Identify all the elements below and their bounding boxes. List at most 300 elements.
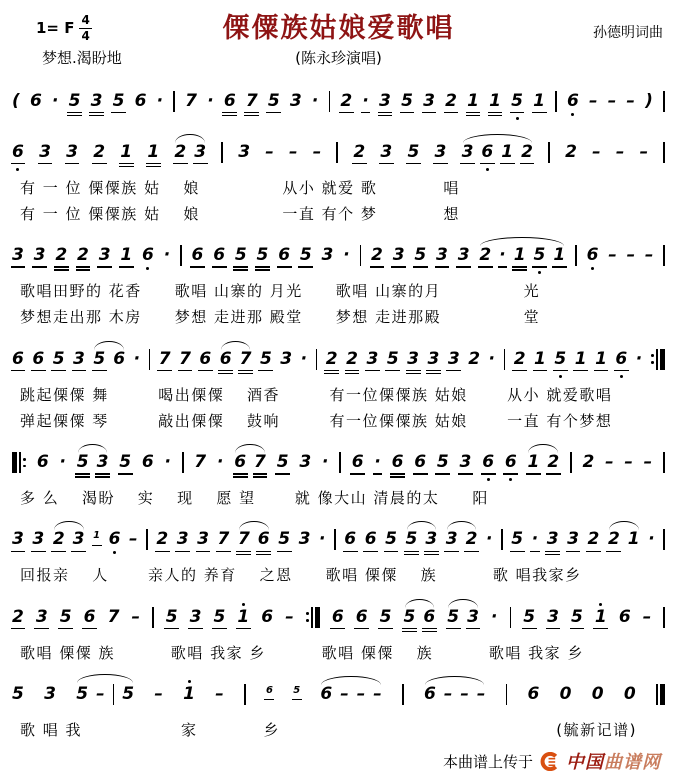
note-token: 3 xyxy=(379,93,391,110)
note-token: 6 xyxy=(141,452,154,473)
dot-token: · xyxy=(635,348,643,369)
note-token: 3 xyxy=(289,90,302,111)
dash-token: – xyxy=(607,90,617,111)
lyrics-text: 有 一 位 傈僳族 姑 娘 从小 就爱 歌 唱 xyxy=(20,178,460,197)
note-token: 6 xyxy=(618,606,631,627)
note-token: 5 xyxy=(268,93,280,110)
dot-token: · xyxy=(343,245,350,266)
note-token: 2 xyxy=(371,247,383,264)
slur-group xyxy=(238,531,270,548)
note-token: 6 xyxy=(482,454,494,471)
paren-token: ( xyxy=(12,90,20,111)
dash-token: – xyxy=(312,141,322,162)
note-token: 5 xyxy=(387,351,399,368)
note-token: 5 xyxy=(260,351,272,368)
slur-group xyxy=(76,684,134,705)
slur-group xyxy=(406,531,438,548)
note-token: 1 xyxy=(533,93,545,110)
notation-line xyxy=(10,673,667,714)
note-token: 3 xyxy=(73,351,85,368)
note-token: 3 xyxy=(190,609,202,626)
lyrics-line xyxy=(10,565,667,585)
note-token: 1 xyxy=(575,351,587,368)
note-token: 6 xyxy=(84,609,96,626)
dash-token: – xyxy=(131,606,140,627)
note-token: 2 xyxy=(468,348,481,369)
note-token: 3 xyxy=(97,454,109,471)
barline xyxy=(173,91,175,112)
dot-token: · xyxy=(374,454,380,471)
note-token: 5 xyxy=(437,454,449,471)
lyrics-text: 歌唱田野的 花香 歌唱 山寨的 月光 歌唱 山寨的月 光 xyxy=(20,282,541,301)
note-token: 2 xyxy=(479,247,491,264)
note-token: 2 xyxy=(547,454,559,471)
note-token: 3 xyxy=(36,609,48,626)
dot-token: · xyxy=(499,247,505,264)
note-token: 2 xyxy=(77,247,89,264)
note-token: 3 xyxy=(12,247,24,264)
note-token: 3 xyxy=(177,531,189,548)
barline xyxy=(221,142,223,163)
lyrics-line xyxy=(10,307,667,327)
note-token: 6 xyxy=(199,351,211,368)
note-token: 6 xyxy=(615,351,627,368)
note-token: 5 xyxy=(69,93,81,110)
lyrics-line xyxy=(10,411,667,431)
note-token: 1 xyxy=(489,93,501,110)
lyrics-text: 歌 唱 我 家 乡 xyxy=(20,720,281,739)
dash-token: – xyxy=(356,683,366,704)
note-token: 2 xyxy=(466,531,478,548)
note-token: 3 xyxy=(393,247,405,264)
music-system xyxy=(0,338,677,432)
note-token: 0 xyxy=(623,683,636,704)
dot-token: · xyxy=(488,348,495,369)
note-token: 6 xyxy=(344,531,356,548)
site-logo-icon xyxy=(540,752,559,771)
note-token: 3 xyxy=(39,144,51,161)
lyrics-line xyxy=(10,488,667,508)
note-token: 6 xyxy=(258,531,270,548)
dash-token: – xyxy=(624,452,633,473)
slur-group xyxy=(461,141,533,162)
barline xyxy=(113,684,115,705)
dash-token: – xyxy=(215,683,224,704)
note-token: 5 xyxy=(571,609,583,626)
note-token: 6 xyxy=(261,606,274,627)
note-token: 3 xyxy=(407,351,419,368)
note-token: 7 xyxy=(159,351,171,368)
page-title: 傈僳族姑娘爱歌唱 xyxy=(222,13,455,44)
grace-note-token: 1 xyxy=(93,525,100,542)
note-token: 6 xyxy=(423,609,435,626)
note-token: 5 xyxy=(60,609,72,626)
notation-line xyxy=(10,131,667,172)
note-token: 1 xyxy=(120,247,132,264)
note-token: 6 xyxy=(527,683,540,704)
note-token: 5 xyxy=(12,683,24,704)
slur-group xyxy=(423,683,486,704)
note-token: 5 xyxy=(554,351,566,368)
site-name xyxy=(566,748,661,774)
slur-group xyxy=(219,348,252,369)
header-row-2 xyxy=(0,44,677,68)
dash-token: – xyxy=(460,683,469,704)
dash-token: – xyxy=(285,606,294,627)
note-token: 5 xyxy=(166,609,178,626)
note-token: 6 xyxy=(32,351,44,368)
note-token: 3 xyxy=(66,144,78,161)
note-token: 7 xyxy=(240,351,252,368)
music-system xyxy=(0,518,677,585)
note-token: 1 xyxy=(467,93,479,110)
dot-token: · xyxy=(486,529,493,550)
lyrics-text: 跳起傈僳 舞 喝出傈僳 酒香 有一位傈僳族 姑娘 从小 就爱歌唱 xyxy=(20,385,613,404)
note-token: 1 xyxy=(237,609,249,626)
dash-token: – xyxy=(592,141,601,162)
barline xyxy=(146,529,148,550)
note-token: 7 xyxy=(185,90,198,111)
repeat-end-barline xyxy=(306,607,320,628)
note-token: 7 xyxy=(246,93,258,110)
slur-group xyxy=(446,531,478,548)
barline xyxy=(152,607,154,628)
uploaded-by-label: 本曲谱上传于 xyxy=(442,752,533,771)
note-token: 1 xyxy=(147,144,159,161)
note-token: 3 xyxy=(448,351,460,368)
note-token: 3 xyxy=(467,609,479,626)
dot-token: · xyxy=(319,529,326,550)
slur-group xyxy=(174,141,207,162)
dash-token: – xyxy=(626,245,636,266)
note-token: 0 xyxy=(559,683,572,704)
score xyxy=(0,68,677,741)
paren-token: ) xyxy=(645,90,653,111)
note-token: 6 xyxy=(392,454,404,471)
note-token: 3 xyxy=(435,144,447,161)
note-token: 6 xyxy=(332,609,344,626)
note-token: 5 xyxy=(76,683,89,704)
barline xyxy=(504,349,506,370)
notation-line xyxy=(10,234,667,275)
note-token: 6 xyxy=(213,247,225,264)
dot-token: · xyxy=(362,93,368,110)
transcriber-credit: (毓新记谱) xyxy=(556,720,637,739)
music-system xyxy=(0,673,677,740)
dash-token: – xyxy=(129,529,138,550)
note-token: 6 xyxy=(29,90,42,111)
note-token: 1 xyxy=(501,144,513,161)
note-token: 1 xyxy=(534,351,546,368)
dash-token: – xyxy=(626,90,635,111)
barline xyxy=(663,245,665,266)
note-token: 3 xyxy=(366,351,378,368)
note-token: 3 xyxy=(423,93,435,110)
key-label: 1= F xyxy=(36,19,75,38)
note-token: 3 xyxy=(280,348,293,369)
slur-group xyxy=(608,531,640,548)
dot-token: · xyxy=(216,452,224,473)
note-token: 2 xyxy=(156,531,168,548)
note-token: 3 xyxy=(99,247,111,264)
note-token: 3 xyxy=(197,531,209,548)
note-token: 6 xyxy=(234,454,246,471)
footer xyxy=(0,740,677,774)
note-token: 1 xyxy=(527,454,539,471)
grace-note-token: 5 xyxy=(293,680,300,697)
note-token: 2 xyxy=(514,351,526,368)
note-token: 7 xyxy=(179,351,191,368)
note-token: 3 xyxy=(12,531,24,548)
note-token: 6 xyxy=(220,351,232,368)
note-token: 3 xyxy=(567,531,579,548)
note-token: 1 xyxy=(120,144,132,161)
note-token: 3 xyxy=(458,247,470,264)
dot-token: · xyxy=(51,90,59,111)
note-token: 2 xyxy=(582,452,595,473)
repeat-end-barline xyxy=(651,349,665,370)
dot-token: · xyxy=(207,90,214,111)
lyrics-text: 多 么 渴盼 实 现 愿 望 就 像大山 清晨的太 阳 xyxy=(20,489,489,508)
note-token: 2 xyxy=(53,531,65,548)
slur-group xyxy=(320,683,382,704)
note-token: 6 xyxy=(224,93,236,110)
dash-token: – xyxy=(443,683,453,704)
dash-token: – xyxy=(615,141,625,162)
note-token: 7 xyxy=(218,531,230,548)
note-token: 6 xyxy=(505,454,517,471)
note-token: 6 xyxy=(567,93,579,110)
barline xyxy=(334,529,336,550)
note-token: 3 xyxy=(194,144,206,161)
note-token: 3 xyxy=(547,609,559,626)
note-token: 7 xyxy=(238,531,250,548)
note-token: 3 xyxy=(73,531,85,548)
lyrics-text: 歌唱 傈僳 族 歌唱 我家 乡 歌唱 傈僳 族 歌唱 我家 乡 xyxy=(20,643,584,662)
barline xyxy=(180,245,182,266)
slur-group xyxy=(244,684,246,705)
note-token: 5 xyxy=(511,93,523,110)
note-token: 1 xyxy=(183,686,195,703)
note-token: 2 xyxy=(55,247,67,264)
header-spacer xyxy=(513,47,663,68)
note-token: 6 xyxy=(365,531,377,548)
barline xyxy=(663,91,665,112)
barline xyxy=(336,142,338,163)
lyrics-line xyxy=(10,178,667,198)
music-system xyxy=(0,234,677,328)
note-token: 2 xyxy=(608,531,620,548)
barline xyxy=(182,452,184,473)
note-token: 6 xyxy=(36,452,49,473)
note-token: 2 xyxy=(93,144,105,161)
dot-token: · xyxy=(164,452,172,473)
meter-numerator: 4 xyxy=(81,13,90,27)
note-token: 5 xyxy=(122,683,135,704)
barline xyxy=(570,452,572,473)
barline xyxy=(506,684,508,705)
note-token: 2 xyxy=(340,93,352,110)
note-token: 3 xyxy=(460,454,472,471)
grace-note-token: 6 xyxy=(266,680,273,697)
note-token: 2 xyxy=(326,351,338,368)
dot-token: · xyxy=(300,348,308,369)
dash-token: – xyxy=(589,90,598,111)
note-token: 3 xyxy=(91,93,103,110)
barline xyxy=(663,452,665,473)
dot-token: · xyxy=(133,348,141,369)
note-token: 3 xyxy=(321,245,334,266)
note-token: 1 xyxy=(627,529,640,550)
slur-group xyxy=(53,531,85,548)
header-row-1 xyxy=(0,0,677,44)
note-token: 5 xyxy=(77,454,89,471)
lyrics-text: 有 一 位 傈僳族 姑 娘 一直 有个 梦 想 xyxy=(20,204,460,223)
note-token: 3 xyxy=(380,144,392,161)
lyrics-line xyxy=(10,281,667,301)
barline xyxy=(663,529,665,550)
lyrics-text: 回报亲 人 亲人的 养育 之恩 歌唱 傈僳 族 歌 唱我家乡 xyxy=(20,566,582,585)
note-token: 2 xyxy=(346,351,358,368)
note-token: 6 xyxy=(278,247,290,264)
note-token: 5 xyxy=(406,531,418,548)
barline xyxy=(501,529,503,550)
note-token: 5 xyxy=(119,454,131,471)
dash-token: – xyxy=(265,141,274,162)
note-token: 1 xyxy=(595,609,607,626)
barline xyxy=(402,684,404,705)
music-system xyxy=(0,131,677,225)
lyrics-text: 弹起傈僳 琴 敲出傈僳 鼓响 有一位傈僳族 姑娘 一直 有个梦想 xyxy=(20,411,613,430)
dash-token: – xyxy=(373,683,382,704)
note-token: 6 xyxy=(192,247,204,264)
note-token: 5 xyxy=(414,247,426,264)
note-token: 5 xyxy=(511,531,523,548)
note-token: 3 xyxy=(428,351,440,368)
dash-token: – xyxy=(644,245,654,266)
dot-token: · xyxy=(156,90,164,111)
note-token: 6 xyxy=(320,683,333,704)
dash-token: – xyxy=(642,606,652,627)
note-token: 6 xyxy=(142,247,154,264)
note-token: 3 xyxy=(462,144,474,161)
lyrics-line xyxy=(10,720,667,740)
dot-token: · xyxy=(491,606,498,627)
meter-denominator: 4 xyxy=(81,28,90,43)
dot-token: · xyxy=(532,531,538,548)
lyrics-line xyxy=(10,643,667,663)
note-token: 6 xyxy=(12,351,24,368)
note-token: 6 xyxy=(414,454,426,471)
note-token: 6 xyxy=(356,609,368,626)
dot-token: · xyxy=(163,245,171,266)
note-token: 3 xyxy=(299,452,312,473)
note-token: 3 xyxy=(34,247,46,264)
slur-group xyxy=(447,606,479,627)
barline xyxy=(316,349,318,370)
barline xyxy=(149,349,151,370)
notation-line xyxy=(10,518,667,559)
slur-group xyxy=(77,454,109,471)
site-name-part1: 中国 xyxy=(566,752,604,774)
note-token: 3 xyxy=(298,529,311,550)
note-token: 5 xyxy=(53,351,65,368)
repeat-start-barline xyxy=(12,452,26,473)
dash-token: – xyxy=(643,452,653,473)
note-token: 5 xyxy=(93,351,105,368)
composer-credit: 孙德明词曲 xyxy=(593,25,663,41)
barline xyxy=(663,607,665,628)
note-token: 5 xyxy=(385,531,397,548)
note-token: 5 xyxy=(401,93,413,110)
note-token: 5 xyxy=(257,247,269,264)
note-token: 2 xyxy=(565,141,577,162)
note-token: 6 xyxy=(109,531,121,548)
dash-token: – xyxy=(605,452,614,473)
dash-token: – xyxy=(639,141,649,162)
note-token: 7 xyxy=(254,454,266,471)
note-token: 6 xyxy=(587,247,599,264)
note-token: 5 xyxy=(235,247,247,264)
note-token: 6 xyxy=(134,90,147,111)
site-name-part2: 曲谱网 xyxy=(604,752,661,774)
note-token: 3 xyxy=(446,531,458,548)
note-token: 7 xyxy=(194,452,207,473)
note-token: 3 xyxy=(32,531,44,548)
note-token: 5 xyxy=(534,247,546,264)
note-token: 6 xyxy=(481,144,493,161)
music-system xyxy=(0,80,677,121)
note-token: 2 xyxy=(521,144,533,161)
music-system xyxy=(0,441,677,508)
note-token: 1 xyxy=(595,351,607,368)
note-token: 2 xyxy=(174,144,186,161)
barline xyxy=(510,607,512,628)
notation-line xyxy=(10,338,667,379)
key-signature xyxy=(14,14,164,42)
note-token: 1 xyxy=(514,247,526,264)
slur-group xyxy=(479,247,565,264)
barline xyxy=(555,91,557,112)
note-token: 5 xyxy=(113,93,125,110)
barline xyxy=(663,142,665,163)
barline xyxy=(244,684,246,705)
dash-token: – xyxy=(340,683,349,704)
slur-group xyxy=(403,606,436,627)
barline xyxy=(360,245,362,266)
note-token: 3 xyxy=(238,141,251,162)
note-token: 7 xyxy=(107,606,120,627)
note-token: 5 xyxy=(277,454,289,471)
barline xyxy=(329,91,331,112)
dot-token: · xyxy=(321,452,329,473)
note-token: 3 xyxy=(547,531,559,548)
note-token: 5 xyxy=(300,247,312,264)
lyrics-line xyxy=(10,385,667,405)
note-token: 2 xyxy=(353,144,365,161)
note-token: 0 xyxy=(591,683,604,704)
note-token: 1 xyxy=(553,247,565,264)
note-token: 5 xyxy=(523,609,535,626)
dash-token: – xyxy=(608,245,617,266)
note-token: 5 xyxy=(407,144,419,161)
note-token: 3 xyxy=(44,683,56,704)
note-token: 2 xyxy=(12,609,24,626)
final-barline xyxy=(656,684,665,705)
dot-token: · xyxy=(648,529,655,550)
time-signature xyxy=(79,14,91,42)
dot-token: · xyxy=(311,90,319,111)
